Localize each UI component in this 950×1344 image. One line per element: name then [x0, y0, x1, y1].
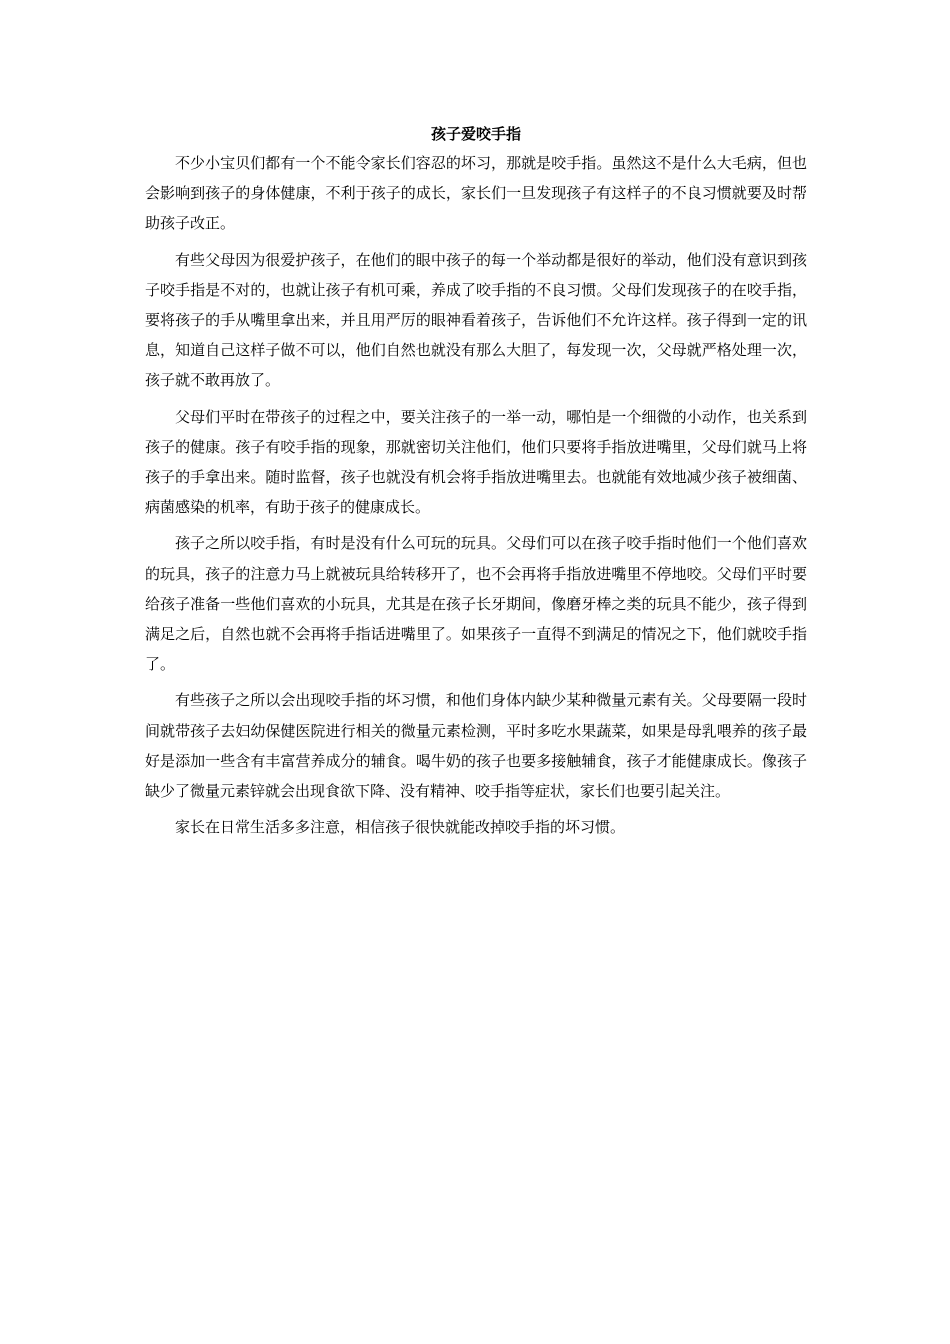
- paragraph-2: 有些父母因为很爱护孩子，在他们的眼中孩子的每一个举动都是很好的举动，他们没有意识到孩子咬手指是不对的，也就让孩子有机可乘，养成了咬手指的不良习惯。父母们发现孩子的在咬手指，要将孩子的手从嘴里拿出来，并且用严厉的眼神看着孩子，告诉他们不允许这样。孩子得到一定的讯息，知道自己这样子做不可以，他们自然也就没有那么大胆了，每发现一次，父母就严格处理一次，孩子就不敢再放了。: [145, 250, 807, 390]
- document-title: 孩子爱咬手指: [430, 125, 521, 143]
- paragraph-4: 孩子之所以咬手指，有时是没有什么可玩的玩具。父母们可以在孩子咬手指时他们一个他们喜欢的玩具，孩子的注意力马上就被玩具给转移开了，也不会再将手指放进嘴里不停地咬。父母们平时要给孩子准备一些他们喜欢的小玩具，尤其是在孩子长牙期间，像磨牙棒之类的玩具不能少，孩子得到满足之后，自然也就不会再将手指话进嘴里了。如果孩子一直得不到满足的情况之下，他们就咬手指了。: [145, 534, 807, 674]
- paragraph-6: 家长在日常生活多多注意，相信孩子很快就能改掉咬手指的坏习惯。: [175, 818, 626, 837]
- paragraph-1: 不少小宝贝们都有一个不能令家长们容忍的坏习，那就是咬手指。虽然这不是什么大毛病，但也会影响到孩子的身体健康，不利于孩子的成长，家长们一旦发现孩子有这样子的不良习惯就要及时帮助孩子改正。: [145, 154, 807, 233]
- paragraph-3: 父母们平时在带孩子的过程之中，要关注孩子的一举一动，哪怕是一个细微的小动作，也关系到孩子的健康。孩子有咬手指的现象，那就密切关注他们，他们只要将手指放进嘴里，父母们就马上将孩子的手拿出来。随时监督，孩子也就没有机会将手指放进嘴里去。也就能有效地减少孩子被细菌、病菌感染的机率，有助于孩子的健康成长。: [145, 407, 807, 517]
- document-page: [145, 122, 807, 848]
- paragraph-5: 有些孩子之所以会出现咬手指的坏习惯，和他们身体内缺少某种微量元素有关。父母要隔一段时间就带孩子去妇幼保健医院进行相关的微量元素检测，平时多吃水果蔬菜，如果是母乳喂养的孩子最好是添加一些含有丰富营养成分的辅食。喝牛奶的孩子也要多接触辅食，孩子才能健康成长。像孩子缺少了微量元素锌就会出现食欲下降、没有精神、咬手指等症状，家长们也要引起关注。: [145, 691, 807, 801]
